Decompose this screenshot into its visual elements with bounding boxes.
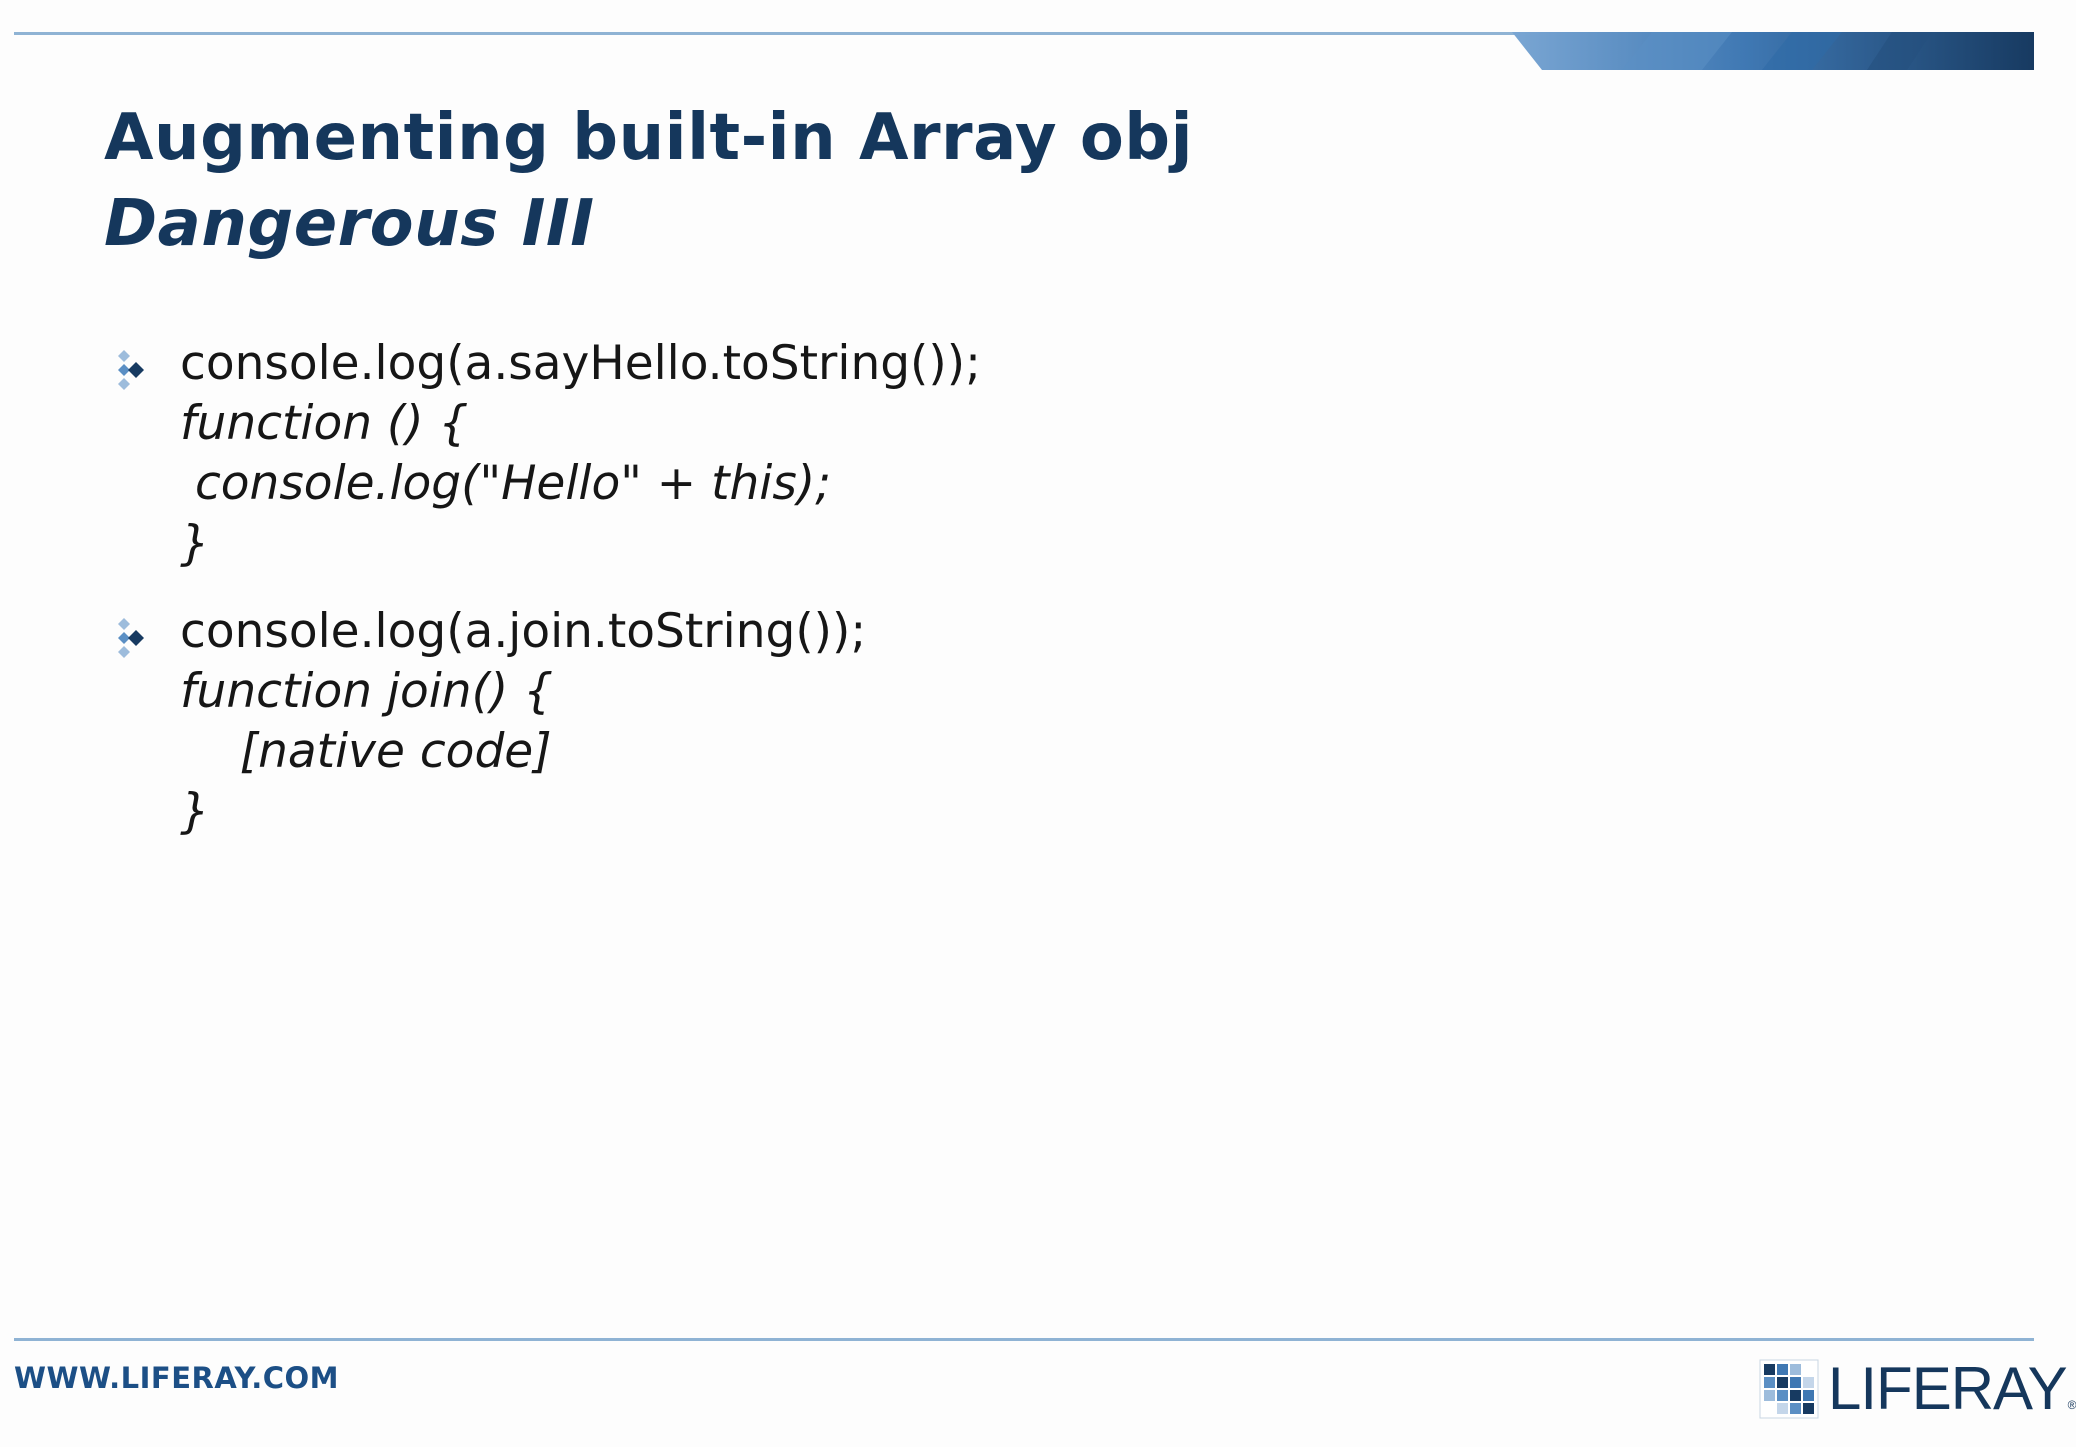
slide-subtitle: Dangerous III [104,187,595,261]
code-line: } [180,516,210,571]
footer-url-link[interactable]: WWW.LIFERAY.COM [14,1361,340,1395]
code-line: console.log("Hello" + this); [180,456,832,511]
footer-divider [14,1338,2034,1341]
title-block [104,96,1193,268]
top-banner [1512,32,2034,70]
slide-title: Augmenting built-in Array obj [104,101,1194,175]
bullet-list [112,334,981,870]
code-line: console.log(a.join.toString()); [180,604,867,659]
logo-wordmark: LIFERAY [1828,1355,2067,1422]
code-line: console.log(a.sayHello.toString()); [180,336,981,391]
liferay-logo-icon [1760,1360,1818,1418]
diamond-bullet-icon [116,348,148,392]
bullet-code-block [180,334,981,574]
bullet-code-block [180,602,981,842]
code-line: [native code] [180,724,552,779]
code-line: } [180,784,210,839]
logo-registered-mark: ® [2067,1398,2076,1412]
code-line: function join() { [180,664,554,719]
diamond-bullet-icon [116,616,148,660]
liferay-logo[interactable] [1760,1355,2076,1422]
code-line: function () { [180,396,469,451]
bullet-item [112,602,981,842]
bullet-item [112,334,981,574]
